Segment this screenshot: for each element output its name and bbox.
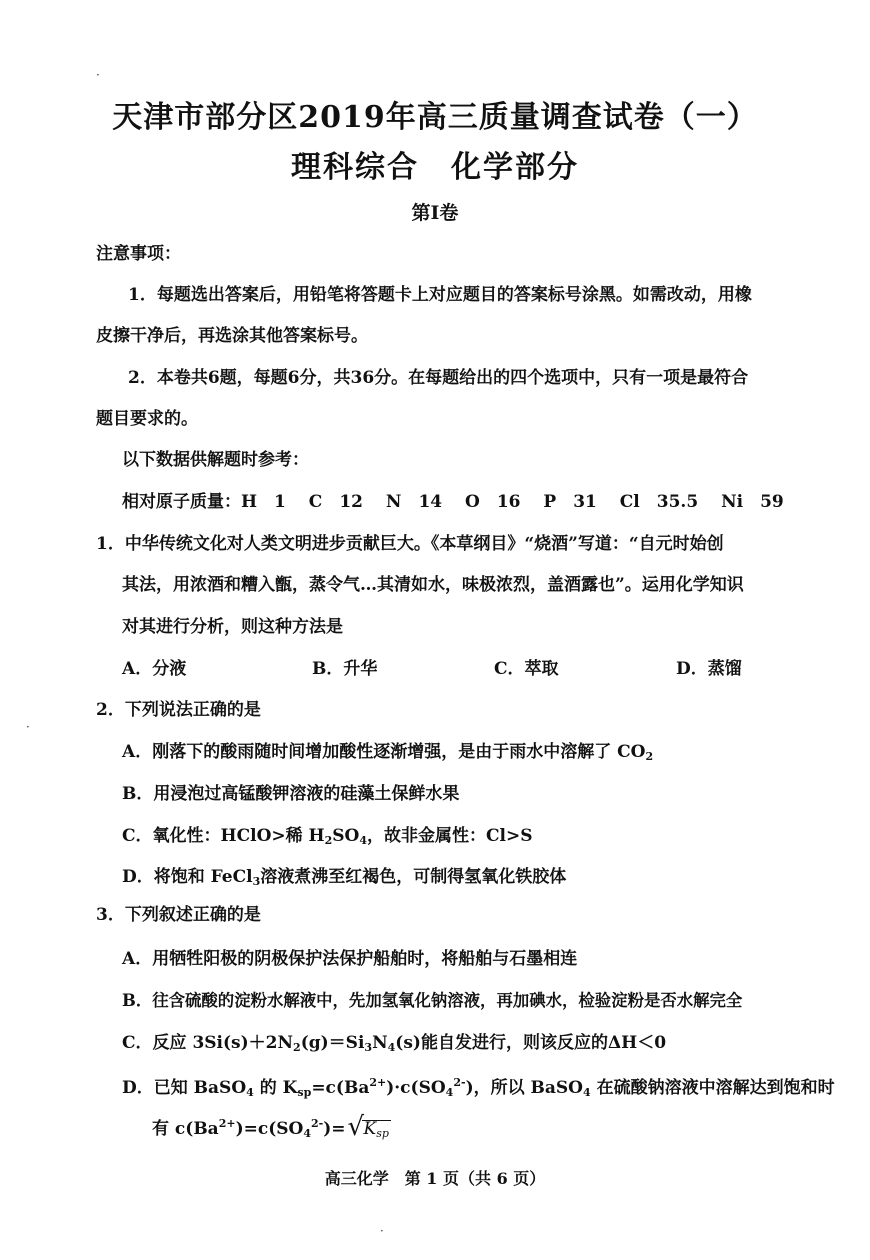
q3-d-sub-1: 4 xyxy=(246,1086,254,1099)
ksp-symbol: K xyxy=(363,1119,377,1139)
q2-option-a-sub: 2 xyxy=(645,750,654,763)
q2-c-part-2: SO xyxy=(332,826,360,846)
notice-heading: 注意事项： xyxy=(96,244,181,264)
q3-d-part-4: )·c(SO xyxy=(386,1078,446,1098)
volume-label: 第Ⅰ卷 xyxy=(411,202,459,224)
q3-d-sub-5: 4 xyxy=(303,1127,312,1140)
q3-c-part-1: C．反应 3Si(s)＋2N xyxy=(122,1033,294,1053)
q3-c-sub-3: 4 xyxy=(387,1041,396,1054)
q1-option-b: B．升华 xyxy=(312,659,378,679)
q3-option-d-line-2 xyxy=(152,1112,391,1142)
atomic-masses: 相对原子质量：H 1 C 12 N 14 O 16 P 31 Cl 35.5 Ni 59 xyxy=(122,492,784,512)
q3-c-part-2: (g)＝Si xyxy=(300,1033,365,1053)
q3-d-sup-1: 2+ xyxy=(369,1076,387,1089)
q3-d-part-6: 在硫酸钠溶液中溶解达到饱和时 xyxy=(590,1078,835,1098)
q2-c-part-3: ，故非金属性：Cl>S xyxy=(367,826,533,846)
q1-line-3: 对其进行分析，则这种方法是 xyxy=(122,617,343,637)
q1-line-1: 1．中华传统文化对人类文明进步贡献巨大。《本草纲目》“烧酒”写道：“自元时始创 xyxy=(96,534,724,554)
q2-c-sub-2: 4 xyxy=(359,834,368,847)
q3-d-part-7: 有 c(Ba xyxy=(152,1119,219,1139)
q3-stem: 3．下列叙述正确的是 xyxy=(96,905,261,925)
q3-d-part-9: )= xyxy=(323,1119,346,1139)
q2-option-b: B．用浸泡过高锰酸钾溶液的硅藻土保鲜水果 xyxy=(122,784,460,804)
q2-d-part-2: 溶液煮沸至红褐色，可制得氢氧化铁胶体 xyxy=(260,867,567,887)
radical-sign-icon: √ xyxy=(347,1112,365,1142)
q3-d-part-1: D．已知 BaSO xyxy=(122,1078,247,1098)
q3-d-part-3: =c(Ba xyxy=(311,1078,370,1098)
q3-c-part-3: N xyxy=(372,1033,388,1053)
reference-note: 以下数据供解题时参考： xyxy=(122,450,309,470)
q1-option-a: A．分液 xyxy=(122,659,187,679)
q3-option-c xyxy=(122,1035,666,1053)
q3-c-part-4: (s)能自发进行，则该反应的ΔH＜0 xyxy=(395,1033,667,1053)
notice-item-1-line-1: 1．每题选出答案后，用铅笔将答题卡上对应题目的答案标号涂黑。如需改动，用橡 xyxy=(128,285,752,305)
notice-item-2-line-2: 题目要求的。 xyxy=(96,409,198,429)
q2-stem: 2．下列说法正确的是 xyxy=(96,700,261,720)
square-root-body xyxy=(362,1120,391,1139)
q2-d-part-1: D．将饱和 FeCl xyxy=(122,867,253,887)
q3-d-sub-3: 4 xyxy=(445,1086,454,1099)
q2-c-sub-1: 2 xyxy=(324,834,333,847)
q3-d-part-5: )，所以 BaSO xyxy=(465,1078,583,1098)
q1-option-d: D．蒸馏 xyxy=(676,659,742,679)
q3-c-sub-1: 2 xyxy=(293,1041,301,1054)
notice-item-2-line-1: 2．本卷共6题，每题6分，共36分。在每题给出的四个选项中，只有一项是最符合 xyxy=(128,368,749,388)
square-root xyxy=(347,1112,391,1142)
q3-option-d-line-1 xyxy=(122,1077,835,1098)
q3-d-sub-2: sp xyxy=(297,1086,312,1099)
q2-option-d xyxy=(122,869,566,887)
q3-option-b: B．往含硫酸的淀粉水解液中，先加氢氧化钠溶液，再加碘水，检验淀粉是否水解完全 xyxy=(122,991,743,1010)
q3-c-sub-2: 3 xyxy=(364,1041,373,1054)
q3-d-sup-2: 2- xyxy=(453,1076,466,1089)
q2-d-sub: 3 xyxy=(252,875,261,888)
q3-d-part-2: 的 K xyxy=(253,1078,298,1098)
q3-d-sup-4: 2- xyxy=(311,1117,324,1130)
scan-speck-icon: · xyxy=(380,1224,384,1238)
page-title: 天津市部分区2019年高三质量调查试卷（一） xyxy=(112,100,758,135)
page-subtitle: 理科综合 化学部分 xyxy=(291,150,579,185)
scan-speck-icon: · xyxy=(96,68,100,82)
q1-option-c: C．萃取 xyxy=(494,659,559,679)
ksp-sub: sp xyxy=(376,1127,389,1140)
notice-item-1-line-2: 皮擦干净后，再选涂其他答案标号。 xyxy=(96,326,368,346)
q2-option-a xyxy=(122,744,653,762)
q2-c-part-1: C．氧化性：HClO>稀 H xyxy=(122,826,325,846)
q3-d-part-8: )=c(SO xyxy=(235,1119,304,1139)
scan-speck-icon: · xyxy=(26,720,30,734)
q3-option-a: A．用牺牲阳极的阴极保护法保护船舶时，将船舶与石墨相连 xyxy=(122,949,578,969)
q3-d-sup-3: 2+ xyxy=(218,1117,236,1130)
q2-option-a-text: A．刚落下的酸雨随时间增加酸性逐渐增强，是由于雨水中溶解了 CO xyxy=(122,742,646,762)
q2-option-c xyxy=(122,828,533,846)
q3-d-sub-4: 4 xyxy=(583,1086,591,1099)
q1-line-2: 其法，用浓酒和糟入甑，蒸令气…其清如水，味极浓烈，盖酒露也”。运用化学知识 xyxy=(122,575,744,595)
page-footer: 高三化学 第 1 页（共 6 页） xyxy=(324,1169,546,1188)
